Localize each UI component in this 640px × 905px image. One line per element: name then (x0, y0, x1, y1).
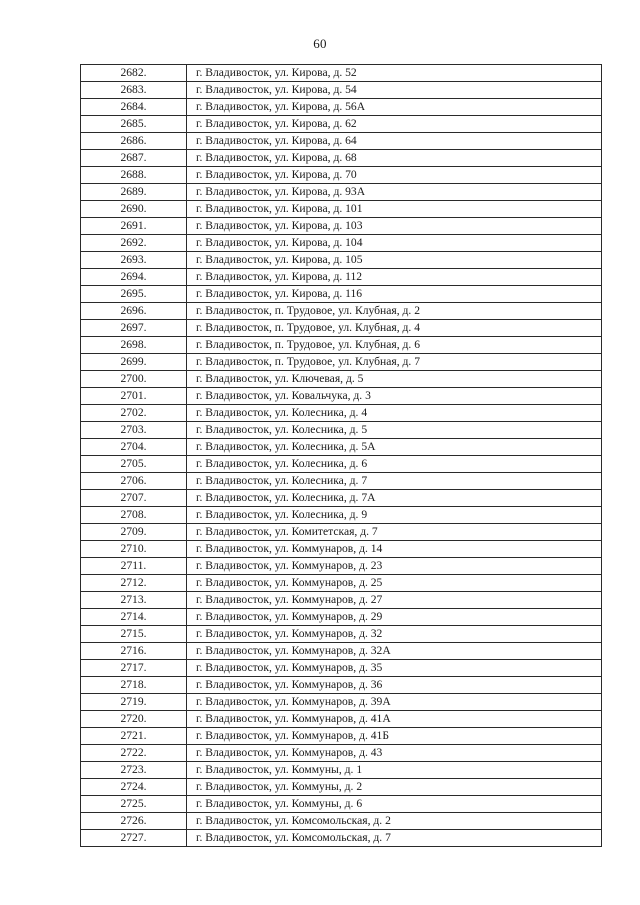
row-number: 2686. (81, 133, 187, 150)
row-address: г. Владивосток, ул. Коммунаров, д. 41А (187, 711, 602, 728)
row-number: 2694. (81, 269, 187, 286)
row-address: г. Владивосток, ул. Ключевая, д. 5 (187, 371, 602, 388)
table-row (81, 303, 602, 320)
row-number: 2723. (81, 762, 187, 779)
row-number: 2727. (81, 830, 187, 847)
row-number: 2687. (81, 150, 187, 167)
row-address: г. Владивосток, ул. Кирова, д. 62 (187, 116, 602, 133)
table-row (81, 711, 602, 728)
row-address: г. Владивосток, ул. Коммунаров, д. 14 (187, 541, 602, 558)
row-address: г. Владивосток, ул. Колесника, д. 5 (187, 422, 602, 439)
table-row (81, 218, 602, 235)
row-number: 2698. (81, 337, 187, 354)
row-address: г. Владивосток, ул. Кирова, д. 103 (187, 218, 602, 235)
row-number: 2716. (81, 643, 187, 660)
row-number: 2709. (81, 524, 187, 541)
table-row (81, 813, 602, 830)
table-row (81, 82, 602, 99)
row-number: 2683. (81, 82, 187, 99)
row-address: г. Владивосток, ул. Кирова, д. 64 (187, 133, 602, 150)
row-address: г. Владивосток, ул. Ковальчука, д. 3 (187, 388, 602, 405)
table-row (81, 796, 602, 813)
table-row (81, 65, 602, 82)
row-number: 2710. (81, 541, 187, 558)
row-address: г. Владивосток, п. Трудовое, ул. Клубная, д. 6 (187, 337, 602, 354)
row-number: 2712. (81, 575, 187, 592)
row-number: 2708. (81, 507, 187, 524)
table-row (81, 490, 602, 507)
table-row (81, 133, 602, 150)
row-address: г. Владивосток, ул. Комитетская, д. 7 (187, 524, 602, 541)
table-row (81, 439, 602, 456)
row-number: 2714. (81, 609, 187, 626)
table-row (81, 762, 602, 779)
table-row (81, 269, 602, 286)
row-address: г. Владивосток, ул. Кирова, д. 93А (187, 184, 602, 201)
row-number: 2707. (81, 490, 187, 507)
row-address: г. Владивосток, ул. Коммунаров, д. 29 (187, 609, 602, 626)
row-number: 2684. (81, 99, 187, 116)
row-address: г. Владивосток, ул. Коммунаров, д. 25 (187, 575, 602, 592)
row-address: г. Владивосток, ул. Кирова, д. 116 (187, 286, 602, 303)
address-table-body (81, 65, 602, 847)
row-number: 2700. (81, 371, 187, 388)
table-row (81, 728, 602, 745)
row-address: г. Владивосток, ул. Колесника, д. 5А (187, 439, 602, 456)
row-number: 2689. (81, 184, 187, 201)
row-number: 2726. (81, 813, 187, 830)
table-row (81, 235, 602, 252)
row-number: 2725. (81, 796, 187, 813)
row-address: г. Владивосток, п. Трудовое, ул. Клубная, д. 2 (187, 303, 602, 320)
row-number: 2699. (81, 354, 187, 371)
row-number: 2718. (81, 677, 187, 694)
row-address: г. Владивосток, ул. Кирова, д. 68 (187, 150, 602, 167)
row-number: 2722. (81, 745, 187, 762)
table-row (81, 660, 602, 677)
row-address: г. Владивосток, ул. Коммунаров, д. 23 (187, 558, 602, 575)
table-row (81, 286, 602, 303)
row-address: г. Владивосток, п. Трудовое, ул. Клубная, д. 7 (187, 354, 602, 371)
row-number: 2685. (81, 116, 187, 133)
row-address: г. Владивосток, ул. Коммунаров, д. 39А (187, 694, 602, 711)
row-address: г. Владивосток, ул. Коммуны, д. 1 (187, 762, 602, 779)
table-row (81, 745, 602, 762)
table-row (81, 422, 602, 439)
row-address: г. Владивосток, ул. Колесника, д. 4 (187, 405, 602, 422)
row-address: г. Владивосток, ул. Кирова, д. 56А (187, 99, 602, 116)
row-address: г. Владивосток, ул. Кирова, д. 101 (187, 201, 602, 218)
row-number: 2690. (81, 201, 187, 218)
row-number: 2720. (81, 711, 187, 728)
row-address: г. Владивосток, ул. Колесника, д. 7А (187, 490, 602, 507)
row-address: г. Владивосток, ул. Колесника, д. 7 (187, 473, 602, 490)
row-number: 2682. (81, 65, 187, 82)
table-row (81, 677, 602, 694)
row-number: 2701. (81, 388, 187, 405)
row-address: г. Владивосток, ул. Кирова, д. 52 (187, 65, 602, 82)
table-row (81, 252, 602, 269)
row-address: г. Владивосток, ул. Коммунаров, д. 35 (187, 660, 602, 677)
row-address: г. Владивосток, п. Трудовое, ул. Клубная, д. 4 (187, 320, 602, 337)
table-row (81, 609, 602, 626)
table-row (81, 99, 602, 116)
row-number: 2688. (81, 167, 187, 184)
table-row (81, 405, 602, 422)
row-address: г. Владивосток, ул. Коммуны, д. 2 (187, 779, 602, 796)
row-address: г. Владивосток, ул. Колесника, д. 6 (187, 456, 602, 473)
row-number: 2693. (81, 252, 187, 269)
row-address: г. Владивосток, ул. Коммуны, д. 6 (187, 796, 602, 813)
row-number: 2702. (81, 405, 187, 422)
row-number: 2692. (81, 235, 187, 252)
table-row (81, 184, 602, 201)
row-address: г. Владивосток, ул. Кирова, д. 105 (187, 252, 602, 269)
row-address: г. Владивосток, ул. Кирова, д. 70 (187, 167, 602, 184)
row-address: г. Владивосток, ул. Коммунаров, д. 43 (187, 745, 602, 762)
table-row (81, 337, 602, 354)
row-address: г. Владивосток, ул. Коммунаров, д. 32 (187, 626, 602, 643)
row-number: 2703. (81, 422, 187, 439)
row-address: г. Владивосток, ул. Кирова, д. 112 (187, 269, 602, 286)
table-row (81, 371, 602, 388)
row-number: 2717. (81, 660, 187, 677)
table-row (81, 167, 602, 184)
row-number: 2724. (81, 779, 187, 796)
row-number: 2695. (81, 286, 187, 303)
table-row (81, 541, 602, 558)
table-row (81, 830, 602, 847)
table-row (81, 388, 602, 405)
table-row (81, 320, 602, 337)
row-number: 2713. (81, 592, 187, 609)
table-row (81, 779, 602, 796)
row-address: г. Владивосток, ул. Коммунаров, д. 32А (187, 643, 602, 660)
table-row (81, 694, 602, 711)
row-address: г. Владивосток, ул. Кирова, д. 104 (187, 235, 602, 252)
row-number: 2719. (81, 694, 187, 711)
table-row (81, 201, 602, 218)
row-number: 2706. (81, 473, 187, 490)
row-address: г. Владивосток, ул. Кирова, д. 54 (187, 82, 602, 99)
table-row (81, 592, 602, 609)
row-number: 2696. (81, 303, 187, 320)
table-row (81, 558, 602, 575)
table-row (81, 626, 602, 643)
table-row (81, 507, 602, 524)
row-number: 2721. (81, 728, 187, 745)
row-number: 2704. (81, 439, 187, 456)
row-number: 2697. (81, 320, 187, 337)
page-number: 60 (313, 36, 327, 51)
address-table (80, 64, 602, 847)
row-address: г. Владивосток, ул. Коммунаров, д. 27 (187, 592, 602, 609)
row-number: 2715. (81, 626, 187, 643)
row-address: г. Владивосток, ул. Колесника, д. 9 (187, 507, 602, 524)
table-row (81, 524, 602, 541)
row-address: г. Владивосток, ул. Коммунаров, д. 36 (187, 677, 602, 694)
row-address: г. Владивосток, ул. Коммунаров, д. 41Б (187, 728, 602, 745)
table-row (81, 643, 602, 660)
row-address: г. Владивосток, ул. Комсомольская, д. 7 (187, 830, 602, 847)
table-row (81, 456, 602, 473)
table-row (81, 354, 602, 371)
table-row (81, 150, 602, 167)
table-row (81, 116, 602, 133)
table-row (81, 575, 602, 592)
row-number: 2691. (81, 218, 187, 235)
row-address: г. Владивосток, ул. Комсомольская, д. 2 (187, 813, 602, 830)
table-row (81, 473, 602, 490)
row-number: 2705. (81, 456, 187, 473)
row-number: 2711. (81, 558, 187, 575)
